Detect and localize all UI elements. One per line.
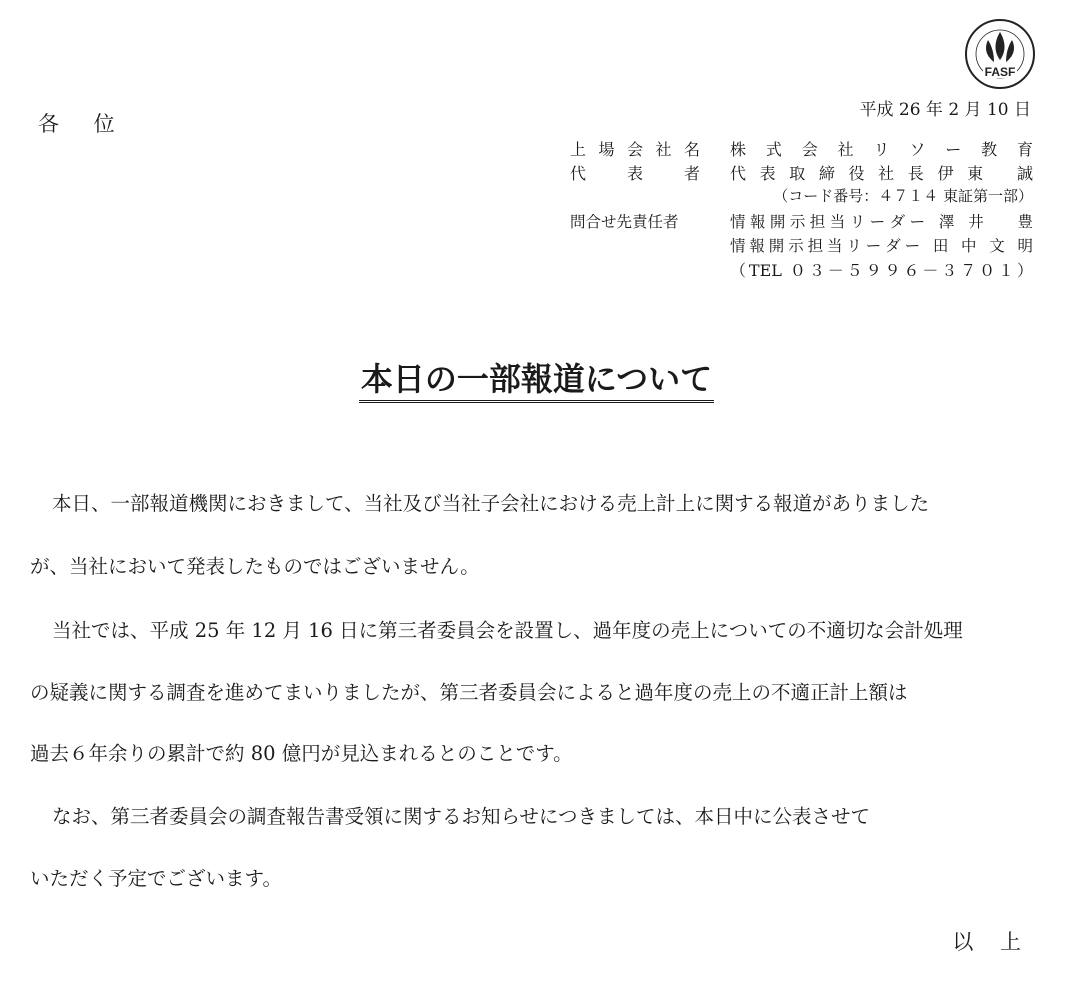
document-title: 本日の一部報道について xyxy=(0,354,1073,400)
body-paragraph-1-line-1: 本日、一部報道機関におきまして、当社及び当社子会社における売上計上に関する報道がありました xyxy=(52,492,930,515)
body-paragraph-1-line-2: が、当社において発表したものではございません。 xyxy=(30,555,480,578)
body-paragraph-3-line-2: いただく予定でございます。 xyxy=(30,867,282,890)
fasf-logo xyxy=(964,18,1036,90)
contact-tel: （TEL ０３－５９９６－３７０１） xyxy=(730,261,1033,280)
release-date: 平成 26 年 2 月 10 日 xyxy=(859,100,1031,120)
body-paragraph-2-line-1: 当社では、平成 25 年 12 月 16 日に第三者委員会を設置し、過年度の売上についての不適切な会計処理 xyxy=(52,619,963,642)
contact-label: 問合せ先責任者 xyxy=(570,213,679,231)
logo-text: FASF xyxy=(984,65,1016,79)
contact-person-2: 情報開示担当リーダー 田 中 文 明 xyxy=(730,237,1033,255)
contact-person-1: 情報開示担当リーダー 澤 井 豊 xyxy=(730,213,1033,231)
company-value: 株 式 会 社 リ ソ ー 教 育 xyxy=(730,140,1033,159)
company-label: 上 場 会 社 名 xyxy=(570,140,700,159)
representative-value: 代 表 取 締 役 社 長 伊 東 誠 xyxy=(730,164,1033,183)
body-paragraph-2-line-2: の疑義に関する調査を進めてまいりましたが、第三者委員会によると過年度の売上の不適正計上額は xyxy=(30,681,908,704)
closing-mark: 以 上 xyxy=(952,930,1031,954)
representative-label: 代 表 者 xyxy=(570,164,700,183)
stock-code: （コード番号：４７１４ 東証第一部） xyxy=(773,187,1033,205)
body-paragraph-2-line-3: 過去６年余りの累計で約 80 億円が見込まれるとのことです。 xyxy=(30,742,573,765)
body-paragraph-3-line-1: なお、第三者委員会の調査報告書受領に関するお知らせにつきましては、本日中に公表させて xyxy=(52,805,871,828)
addressee: 各 位 xyxy=(38,112,129,136)
